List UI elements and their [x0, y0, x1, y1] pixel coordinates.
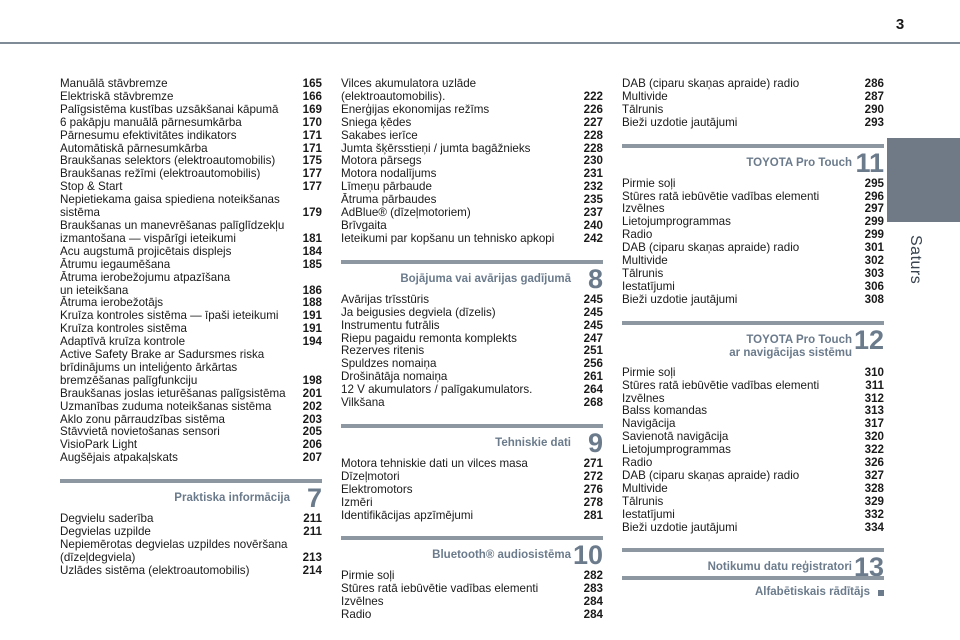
toc-entry[interactable] [622, 117, 884, 130]
toc-entry[interactable] [341, 397, 603, 410]
toc-entry-page: 312 [864, 391, 884, 405]
section-header[interactable] [341, 260, 603, 292]
index-section-header[interactable] [622, 576, 884, 600]
toc-entry-page: 230 [583, 154, 603, 168]
toc-entry-title: Izvēlnes [341, 595, 384, 609]
toc-entry-title: Lietojumprogrammas [622, 215, 731, 229]
section-number: 13 [853, 552, 884, 583]
toc-entry-page: 171 [302, 141, 322, 155]
toc-entry-title: Kruīza kontroles sistēma [60, 322, 187, 336]
toc-entry[interactable] [60, 259, 322, 272]
toc-entry-page: 286 [864, 77, 884, 90]
toc-entry-page: 311 [865, 378, 884, 392]
toc-entry-title: VisioPark Light [60, 438, 138, 452]
toc-entry-page: 188 [302, 296, 322, 310]
toc-entry-page: 245 [583, 318, 603, 332]
section-title: Bojājuma vai avārijas gadījumā [400, 272, 571, 285]
toc-entry-title: Stūres ratā iebūvētie vadības elementi [341, 582, 539, 596]
toc-entry[interactable] [341, 307, 603, 320]
toc-entry-title: Vilkšana [341, 396, 385, 410]
toc-entry-title: Instrumentu futrālis [341, 318, 440, 332]
toc-entry-title: Ja beigusies degviela (dīzelis) [341, 305, 496, 319]
toc-entry-page: 166 [302, 89, 322, 103]
toc-column-2 [341, 78, 603, 622]
toc-entry-title: Kruīza kontroles sistēma — īpaši ieteikumi [60, 309, 279, 323]
toc-entry-title: Radio [341, 608, 372, 622]
toc-entry-page: 179 [302, 206, 322, 220]
toc-entry-page: 299 [864, 228, 884, 242]
toc-entry-page: 327 [864, 468, 884, 482]
toc-entry-page: 198 [302, 373, 322, 387]
toc-entry-title: Enerģijas ekonomijas režīms [341, 102, 490, 116]
toc-entry[interactable] [341, 471, 603, 484]
toc-entry-title: Braukšanas selektors (elektroautomobilis) [60, 154, 276, 168]
toc-entry-page: 320 [864, 430, 884, 444]
toc-entry[interactable] [60, 272, 322, 298]
toc-entry-page: 287 [864, 89, 884, 103]
toc-entry-title: Iestatījumi [622, 507, 675, 521]
toc-entry-title: Sniega ķēdes [341, 115, 412, 129]
toc-entry-page: 222 [583, 89, 603, 103]
toc-entry-page: 306 [864, 279, 884, 293]
toc-entry-title: Stūres ratā iebūvētie vadības elementi [622, 189, 820, 203]
toc-entry-page: 203 [302, 412, 322, 426]
toc-entry-title: Pirmie soļi [341, 569, 395, 583]
toc-entry[interactable] [622, 470, 884, 483]
section-title: Tehniskie dati [495, 436, 571, 449]
index-section-title: Alfabētiskais rādītājs [754, 586, 870, 598]
toc-entry-title: Braukšanas joslas ieturēšanas palīgsistēma [60, 386, 286, 400]
toc-entry[interactable] [341, 220, 603, 233]
toc-entry-page: 245 [583, 305, 603, 319]
toc-entry-page: 213 [302, 550, 322, 564]
toc-entry-page: 302 [864, 254, 884, 268]
toc-entry-title: Nepietiekama gaisa spiediena noteikšanas sistēma [60, 193, 280, 220]
section-title: TOYOTA Pro Touch [746, 156, 852, 169]
toc-entry-page: 308 [864, 292, 884, 306]
toc-entry[interactable] [622, 380, 884, 393]
toc-entry-page: 329 [864, 494, 884, 508]
toc-entry[interactable] [622, 104, 884, 117]
toc-entry[interactable] [622, 294, 884, 307]
toc-entry-page: 303 [864, 266, 884, 280]
toc-entry[interactable] [341, 596, 603, 609]
toc-entry[interactable] [60, 91, 322, 104]
toc-entry-page: 191 [302, 322, 322, 336]
toc-entry-title: Palīgsistēma kustības uzsākšanai kāpumā [60, 102, 279, 116]
toc-entry-page: 185 [302, 257, 322, 271]
toc-entry-page: 278 [583, 495, 603, 509]
toc-entry-page: 177 [302, 167, 322, 181]
toc-entry[interactable] [622, 78, 884, 91]
toc-entry-page: 284 [583, 595, 603, 609]
toc-entry-page: 282 [583, 569, 603, 583]
toc-entry-page: 317 [864, 417, 884, 431]
toc-entry-title: 6 pakāpju manuālā pārnesumkārba [60, 115, 242, 129]
toc-entry-title: Automātiskā pārnesumkārba [60, 141, 208, 155]
toc-entry-page: 201 [302, 386, 322, 400]
toc-entry-page: 207 [302, 451, 322, 465]
toc-entry-title: Identifikācijas apzīmējumi [341, 508, 474, 522]
toc-entry-title: Sakabes ierīce [341, 128, 418, 142]
section-number: 10 [572, 540, 603, 571]
toc-column-3 [622, 78, 884, 582]
toc-entry[interactable] [60, 401, 322, 414]
toc-entry[interactable] [60, 194, 322, 220]
toc-entry-page: 268 [583, 396, 603, 410]
toc-entry-title: Radio [622, 456, 653, 470]
toc-entry-page: 293 [864, 115, 884, 129]
toc-entry-title: Bieži uzdotie jautājumi [622, 292, 738, 306]
toc-entry[interactable] [341, 497, 603, 510]
toc-entry[interactable] [341, 320, 603, 333]
toc-entry-page: 231 [583, 167, 603, 181]
toc-entry-title: Manuālā stāvbremze [60, 77, 168, 90]
section-header[interactable] [622, 144, 884, 176]
section-number: 9 [587, 427, 603, 458]
toc-entry-title: Tālrunis [622, 102, 664, 116]
toc-entry-title: Pirmie soļi [622, 176, 676, 190]
toc-entry-page: 299 [864, 215, 884, 229]
toc-entry-title: Elektromotors [341, 482, 413, 496]
toc-entry-page: 228 [583, 128, 603, 142]
toc-entry-title: DAB (ciparu skaņas apraide) radio [622, 468, 800, 482]
toc-entry-title: Navigācija [622, 417, 676, 431]
toc-entry[interactable] [622, 457, 884, 470]
toc-entry-title: Motora tehniskie dati un vilces masa [341, 456, 528, 470]
toc-entry-title: Bieži uzdotie jautājumi [622, 115, 738, 129]
side-label-text: Saturs [907, 235, 924, 285]
toc-entry[interactable] [622, 178, 884, 191]
toc-entry-title: Ātruma ierobežojumu atpazīšana un ieteikšana [60, 270, 231, 297]
toc-entry-page: 211 [303, 525, 322, 539]
toc-entry-page: 171 [302, 128, 322, 142]
toc-entry-title: Multivide [622, 254, 668, 268]
toc-entry[interactable] [60, 246, 322, 259]
toc-entry-title: Rezerves ritenis [341, 344, 425, 358]
toc-entry-title: DAB (ciparu skaņas apraide) radio [622, 77, 800, 90]
toc-entry-title: Braukšanas režīmi (elektroautomobilis) [60, 167, 261, 181]
toc-entry-page: 205 [302, 425, 322, 439]
toc-column-1 [60, 78, 322, 578]
toc-entry[interactable] [622, 509, 884, 522]
toc-entry[interactable] [341, 130, 603, 143]
toc-entry-title: Brīvgaita [341, 218, 387, 232]
toc-entry-page: 283 [583, 582, 603, 596]
toc-entry-page: 169 [302, 102, 322, 116]
toc-entry[interactable] [60, 565, 322, 578]
toc-entry-title: Drošinātāja nomaiņa [341, 370, 448, 384]
toc-entry-title: Braukšanas un manevrēšanas palīglīdzekļu izmantošana — vispārīgi ieteikumi [60, 218, 285, 245]
toc-entry-title: 12 V akumulators / palīgakumulators. [341, 383, 533, 397]
toc-entry-title: Jumta šķērsstieņi / jumta bagāžnieks [341, 141, 531, 155]
toc-entry-title: Ātruma ierobežotājs [60, 296, 164, 310]
section-header[interactable] [622, 321, 884, 365]
toc-entry-title: Izvēlnes [622, 391, 665, 405]
toc-entry-title: Pārnesumu efektivitātes indikators [60, 128, 237, 142]
toc-entry-title: Elektriskā stāvbremze [60, 89, 174, 103]
toc-entry-title: Active Safety Brake ar Sadursmes riska brīdinājums un inteliģento ārkārtas bremzēšanas palīgfunkciju [60, 348, 265, 387]
toc-entry[interactable] [622, 444, 884, 457]
toc-entry-title: Nepiemērotas degvielas uzpildes novēršana (dīzeļdegviela) [60, 538, 288, 564]
toc-entry-page: 284 [583, 608, 603, 622]
toc-entry[interactable] [622, 216, 884, 229]
toc-entry-title: DAB (ciparu skaņas apraide) radio [622, 241, 800, 255]
section-title: Notikumu datu reģistratori [707, 561, 852, 574]
toc-entry-title: Radio [622, 228, 653, 242]
toc-entry-title: Spuldzes nomaiņa [341, 357, 437, 371]
toc-entry-page: 261 [583, 370, 603, 384]
toc-entry[interactable] [622, 496, 884, 509]
toc-entry[interactable] [60, 539, 322, 565]
toc-entry-title: Ātrumu iegaumēšana [60, 257, 171, 271]
toc-entry-page: 328 [864, 481, 884, 495]
toc-entry-page: 242 [583, 231, 603, 245]
toc-entry[interactable] [622, 522, 884, 535]
toc-entry[interactable] [341, 484, 603, 497]
toc-entry-page: 295 [864, 176, 884, 190]
toc-entry-title: Avārijas trīsstūris [341, 292, 430, 306]
toc-entry-page: 334 [864, 520, 884, 534]
section-title: Praktiska informācija [174, 492, 290, 505]
toc-entry-page: 290 [864, 102, 884, 116]
toc-entry[interactable] [622, 483, 884, 496]
section-header[interactable] [341, 536, 603, 571]
toc-entry-page: 194 [302, 335, 322, 349]
toc-entry-page: 281 [583, 508, 603, 522]
toc-entry-title: Bieži uzdotie jautājumi [622, 520, 738, 534]
toc-entry-page: 271 [583, 456, 603, 470]
toc-entry-page: 170 [302, 115, 322, 129]
toc-entry-page: 276 [583, 482, 603, 496]
toc-entry-title: Savienotā navigācija [622, 430, 729, 444]
toc-entry-page: 322 [864, 443, 884, 457]
section-title: Bluetooth® audiosistēma [432, 549, 571, 562]
section-number: 12 [853, 324, 884, 355]
toc-entry-page: 264 [583, 383, 603, 397]
toc-entry-title: Tālrunis [622, 494, 664, 508]
toc-entry-title: Lietojumprogrammas [622, 443, 731, 457]
toc-entry[interactable] [622, 367, 884, 380]
section-number: 8 [587, 263, 603, 294]
toc-entry-title: Vilces akumulatora uzlāde (elektroautomobilis). [341, 77, 477, 103]
section-number: 7 [306, 483, 322, 514]
toc-entry-page: 297 [864, 202, 884, 216]
toc-entry-page: 232 [583, 180, 603, 194]
toc-entry-title: Ātruma pārbaudes [341, 193, 437, 207]
page-number: 3 [895, 16, 905, 33]
toc-entry-page: 247 [583, 331, 603, 345]
toc-entry-title: Degvielas uzpilde [60, 525, 151, 539]
toc-entry-title: Iestatījumi [622, 279, 675, 293]
toc-entry[interactable] [60, 117, 322, 130]
toc-entry[interactable] [341, 117, 603, 130]
toc-entry-title: Multivide [622, 89, 668, 103]
toc-entry-title: Augšējais atpakaļskats [60, 451, 178, 465]
toc-entry[interactable] [60, 104, 322, 117]
toc-entry-title: Stop & Start [60, 180, 123, 194]
toc-entry-title: Pirmie soļi [622, 365, 676, 379]
toc-entry-title: Acu augstumā projicētais displejs [60, 244, 232, 258]
toc-entry-page: 237 [583, 206, 603, 220]
toc-entry-title: Izvēlnes [622, 202, 665, 216]
toc-entry-title: Līmeņu pārbaude [341, 180, 432, 194]
toc-entry[interactable] [622, 91, 884, 104]
toc-entry-page: 256 [583, 357, 603, 371]
toc-entry-title: Aklo zonu pārraudzības sistēma [60, 412, 225, 426]
toc-entry-page: 251 [583, 344, 603, 358]
toc-entry-title: Izmēri [341, 495, 373, 509]
toc-entry[interactable] [622, 281, 884, 294]
chapter-tab [887, 138, 960, 222]
section-number: 11 [855, 147, 884, 178]
toc-entry-title: Uzmanības zuduma noteikšanas sistēma [60, 399, 272, 413]
toc-entry[interactable] [60, 349, 322, 388]
toc-entry[interactable] [341, 78, 603, 104]
square-bullet-icon [878, 590, 884, 596]
toc-entry-page: 175 [302, 154, 322, 168]
toc-entry-title: Dīzeļmotori [341, 469, 400, 483]
toc-entry-page: 313 [864, 404, 884, 418]
toc-entry-title: Ieteikumi par kopšanu un tehnisko apkopi [341, 231, 555, 245]
toc-entry-page: 235 [583, 193, 603, 207]
toc-entry-title: Balss komandas [622, 404, 708, 418]
header-rule [0, 42, 960, 44]
toc-entry-page: 326 [864, 456, 884, 470]
section-title: TOYOTA Pro Touch ar navigācijas sistēmu [729, 333, 852, 359]
section-header[interactable] [60, 479, 322, 514]
section-header[interactable] [341, 424, 603, 456]
toc-entry-title: Tālrunis [622, 266, 664, 280]
toc-entry[interactable] [341, 233, 603, 246]
toc-entry-title: Stūres ratā iebūvētie vadības elementi [622, 378, 820, 392]
toc-entry-title: Stāvvietā novietošanas sensori [60, 425, 220, 439]
toc-entry-page: 310 [864, 365, 884, 379]
toc-entry[interactable] [341, 609, 603, 622]
toc-entry-page: 228 [583, 141, 603, 155]
toc-entry-title: AdBlue® (dīzeļmotoriem) [341, 206, 471, 220]
toc-entry-title: Motora nodalījums [341, 167, 437, 181]
toc-entry-page: 184 [302, 244, 322, 258]
toc-entry[interactable] [341, 510, 603, 523]
toc-entry-page: 165 [302, 77, 322, 90]
toc-entry-title: Degvielu saderība [60, 512, 154, 526]
toc-entry[interactable] [341, 104, 603, 117]
toc-entry-page: 301 [864, 241, 884, 255]
toc-entry-page: 211 [303, 512, 322, 526]
toc-entry-page: 296 [864, 189, 884, 203]
toc-entry-page: 227 [583, 115, 603, 129]
toc-entry[interactable] [60, 452, 322, 465]
side-label [900, 235, 930, 315]
toc-entry-page: 177 [302, 180, 322, 194]
toc-entry-page: 206 [302, 438, 322, 452]
toc-entry-page: 240 [583, 218, 603, 232]
toc-entry-page: 181 [302, 231, 322, 245]
toc-entry-title: Adaptīvā kruīza kontrole [60, 335, 186, 349]
toc-entry[interactable] [60, 130, 322, 143]
toc-entry-page: 202 [302, 399, 322, 413]
toc-entry[interactable] [341, 294, 603, 307]
toc-entry-page: 272 [583, 469, 603, 483]
toc-entry[interactable] [60, 78, 322, 91]
toc-entry-title: Motora pārsegs [341, 154, 422, 168]
toc-entry[interactable] [60, 220, 322, 246]
toc-entry-page: 191 [302, 309, 322, 323]
toc-entry-title: Multivide [622, 481, 668, 495]
toc-entry-page: 214 [302, 563, 322, 577]
toc-entry[interactable] [60, 388, 322, 401]
toc-entry-page: 226 [583, 102, 603, 116]
toc-entry-page: 332 [864, 507, 884, 521]
toc-entry[interactable] [341, 458, 603, 471]
toc-entry-title: Uzlādes sistēma (elektroautomobilis) [60, 563, 250, 577]
toc-entry-title: Riepu pagaidu remonta komplekts [341, 331, 517, 345]
toc-entry[interactable] [622, 268, 884, 281]
toc-entry-page: 245 [583, 292, 603, 306]
toc-entry-page: 186 [302, 283, 322, 297]
